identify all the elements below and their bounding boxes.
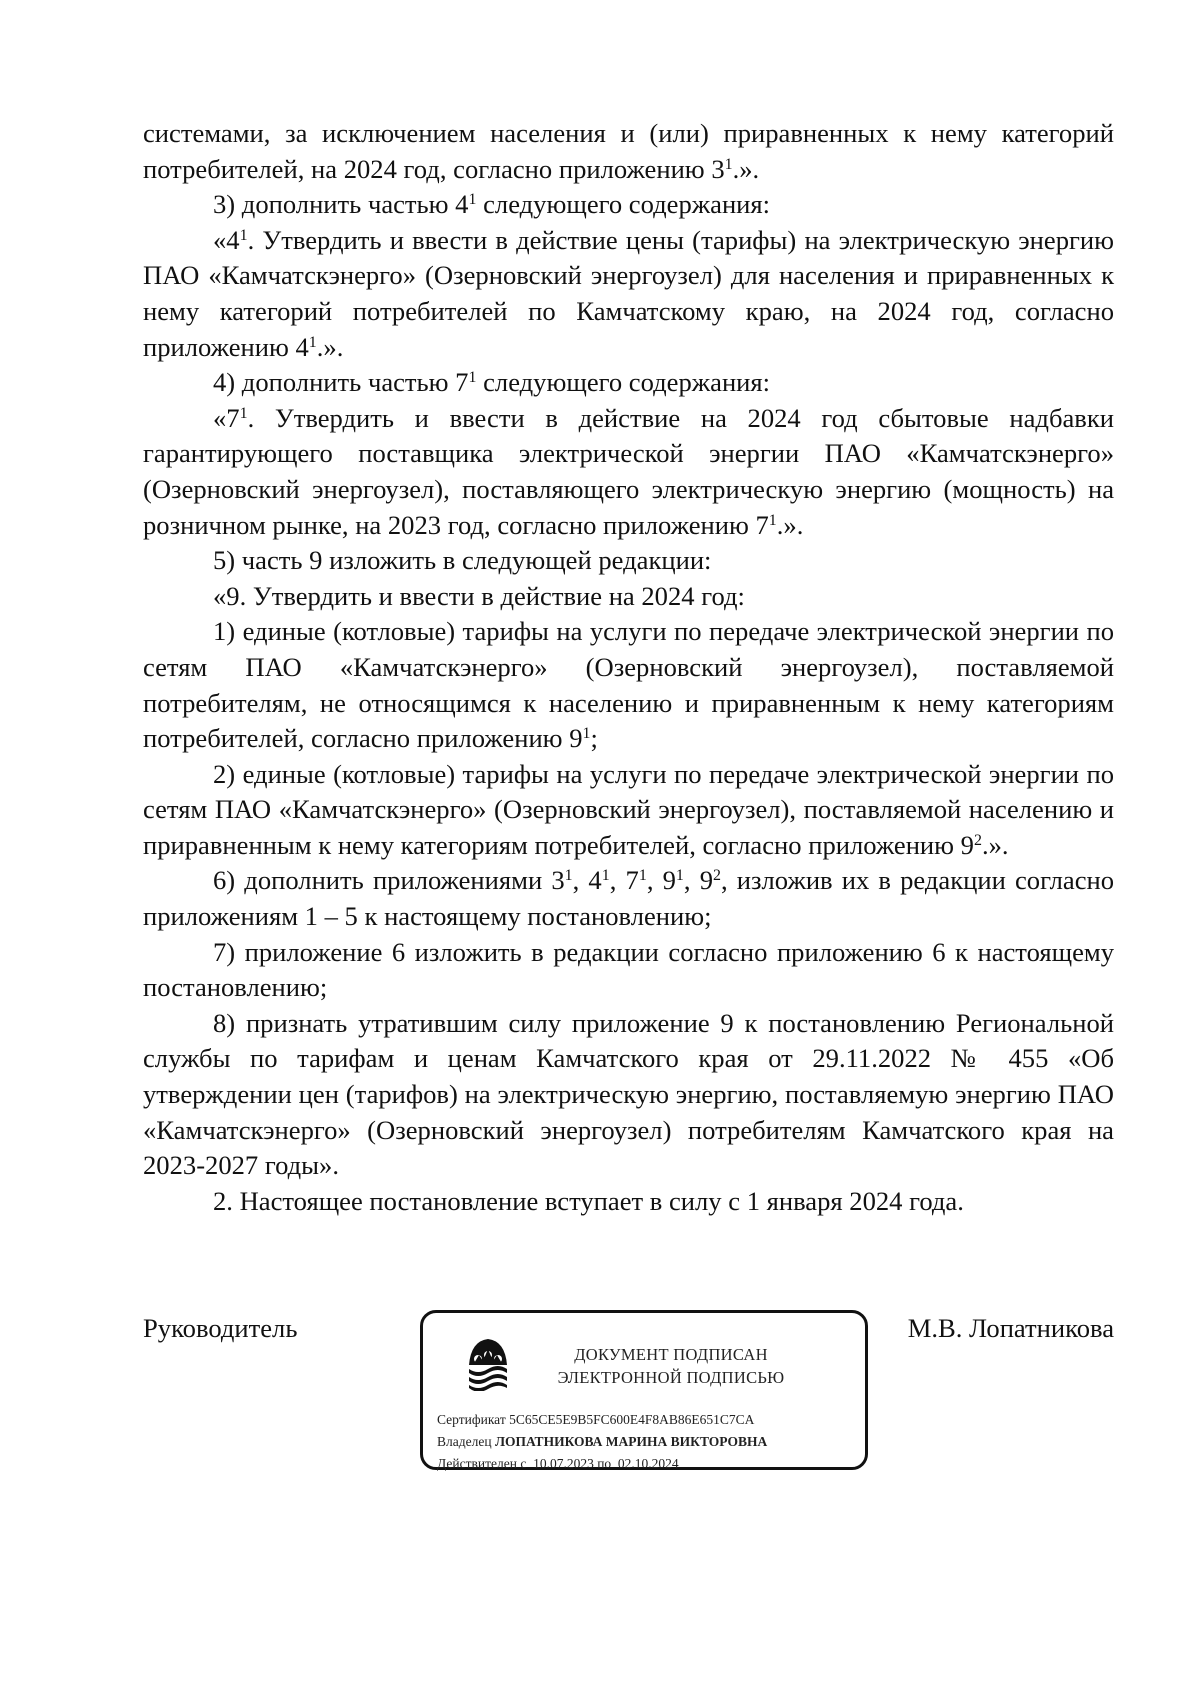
paragraph: 2) единые (котловые) тарифы на услуги по передаче электрической энергии по сетям ПАО «Камчатскэнерго» (Озерновский энергоузел), поставляемой населению и приравненным к нему категориям потребителей, согласно приложению $9^2$.». xyxy=(143,758,1114,860)
electronic-signature-stamp xyxy=(420,1310,868,1470)
stamp-heading: ДОКУМЕНТ ПОДПИСАН ЭЛЕКТРОННОЙ ПОДПИСЬЮ xyxy=(557,1345,785,1387)
signer-name: М.В. Лопатникова xyxy=(907,1313,1114,1343)
paragraph: 6) дополнить приложениями $3^1$, $4^1$, $7^1$, $9^1$, $9^2$, изложив их в редакции согласно приложениям 1 – 5 к настоящему постановлению; xyxy=(143,865,1115,932)
paragraph: 2. Настоящее постановление вступает в силу с 1 января 2024 года. xyxy=(213,1185,964,1216)
paragraph: 3) дополнить частью $4^1$ следующего содержания: xyxy=(213,189,771,220)
paragraph: «$7^1$. Утвердить и ввести в действие на 2024 год сбытовые надбавки гарантирующего поставщика электрической энергии ПАО «Камчатскэнерго» (Озерновский энергоузел), поставляющего электрическую энергию (мощность) на розничном рынке, на 2023 год, согласно приложению $7^1$.». xyxy=(143,402,1114,540)
paragraph: 5) часть 9 изложить в следующей редакции: xyxy=(213,545,712,576)
paragraph: 1) единые (котловые) тарифы на услуги по передаче электрической энергии по сетям ПАО «Камчатскэнерго» (Озерновский энергоузел), поставляемой потребителям, не относящимся к населению и приравненным к нему категориям потребителей, согласно приложению $9^1$; xyxy=(143,616,1114,754)
paragraph: 8) признать утратившим силу приложение 9 к постановлению Региональной службы по тарифам и ценам Камчатского края от 29.11.2022 № 455 «Об утверждении цен (тарифов) на электрическую энергию, поставляемую энергию ПАО «Камчатскэнерго» (Озерновский энергоузел) потребителям Камчатского края на 2023-2027 годы». xyxy=(143,1007,1114,1181)
signer-role: Руководитель xyxy=(143,1313,298,1343)
certificate-info xyxy=(437,1409,767,1475)
certificate-line: Сертификат 5C65CE5E9B5FC600E4F8AB86E651C7CA xyxy=(437,1412,755,1427)
paragraph: системами, за исключением населения и (или) приравненных к нему категорий потребителей, на 2024 год, согласно приложению $3^1$.». xyxy=(143,118,1114,184)
kamchatka-emblem-icon xyxy=(465,1335,511,1391)
owner-line: Владелец ЛОПАТНИКОВА МАРИНА ВИКТОРОВНА xyxy=(437,1434,768,1449)
paragraph: «$4^1$. Утвердить и ввести в действие цены (тарифы) на электрическую энергию ПАО «Камчатскэнерго» (Озерновский энергоузел) для населения и приравненных к нему категорий потребителей по Камчатскому краю, на 2024 год, согласно приложению $4^1$.». xyxy=(143,224,1114,362)
document-body xyxy=(143,116,1114,1219)
paragraph: 4) дополнить частью $7^1$ следующего содержания: xyxy=(213,367,771,398)
signature-block xyxy=(143,1313,1114,1483)
paragraph: «9. Утвердить и ввести в действие на 2024 год: xyxy=(213,580,745,611)
paragraph: 7) приложение 6 изложить в редакции согласно приложению 6 к настоящему постановлению; xyxy=(143,936,1114,1003)
validity-line: Действителен с 10.07.2023 по 02.10.2024 xyxy=(437,1456,679,1471)
